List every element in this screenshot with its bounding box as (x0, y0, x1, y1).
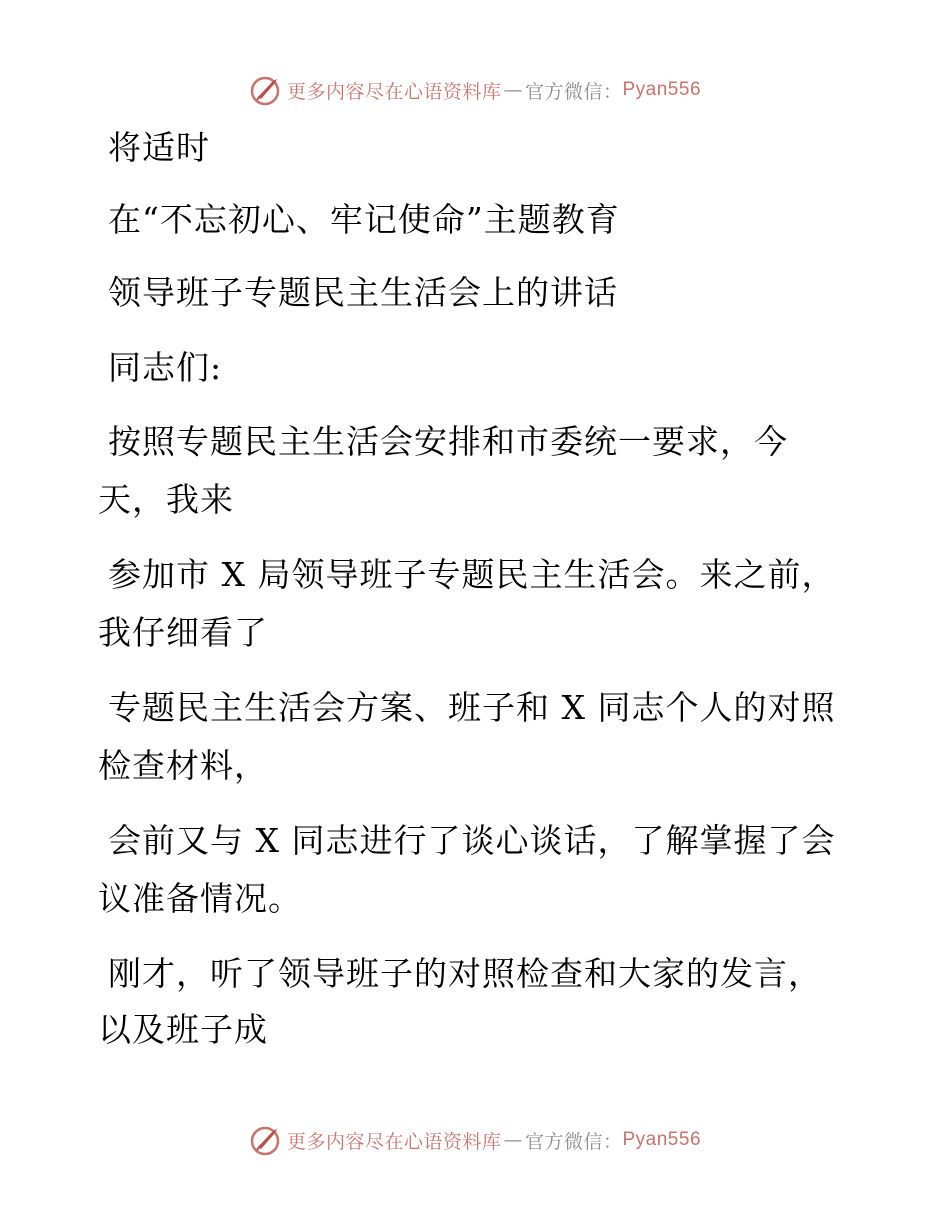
quill-pen-logo-icon (249, 73, 283, 107)
text-line: 检查材料， (98, 746, 268, 785)
text-line: 刚才，听了领导班子的对照检查和大家的发言， (108, 954, 822, 993)
footer-watermark (0, 1120, 950, 1160)
watermark-separator: — (503, 1129, 523, 1151)
text-line: 同志们: (108, 348, 223, 387)
watermark-wechat-label: 官方微信： (524, 80, 623, 103)
quill-pen-logo-icon (249, 1123, 283, 1157)
watermark-wechat-id: Pyan556 (622, 1129, 702, 1150)
watermark-site-text: 更多内容尽在心语资料库 (286, 1130, 502, 1153)
text-line: 参加市 X 局领导班子专题民主生活会。来之前， (108, 555, 836, 594)
watermark-separator: — (503, 79, 523, 101)
text-line: 将适时 (108, 128, 210, 167)
text-line: 专题民主生活会方案、班子和 X 同志个人的对照 (108, 688, 836, 727)
text-line: 我仔细看了 (98, 613, 268, 652)
watermark-wechat-id: Pyan556 (622, 79, 702, 100)
text-line: 会前又与 X 同志进行了谈心谈话，了解掌握了会 (108, 821, 836, 860)
text-line: 以及班子成 (98, 1010, 268, 1049)
text-line: 按照专题民主生活会安排和市委统一要求，今 (108, 422, 788, 461)
text-line: 天，我来 (98, 480, 234, 519)
watermark-wechat-label: 官方微信： (524, 1130, 623, 1153)
text-line: 在“不忘初心、牢记使命”主题教育 (108, 200, 620, 239)
watermark-site-text: 更多内容尽在心语资料库 (286, 80, 502, 103)
text-line: 议准备情况。 (98, 879, 302, 918)
text-line: 领导班子专题民主生活会上的讲话 (108, 273, 618, 312)
header-watermark (0, 70, 950, 110)
